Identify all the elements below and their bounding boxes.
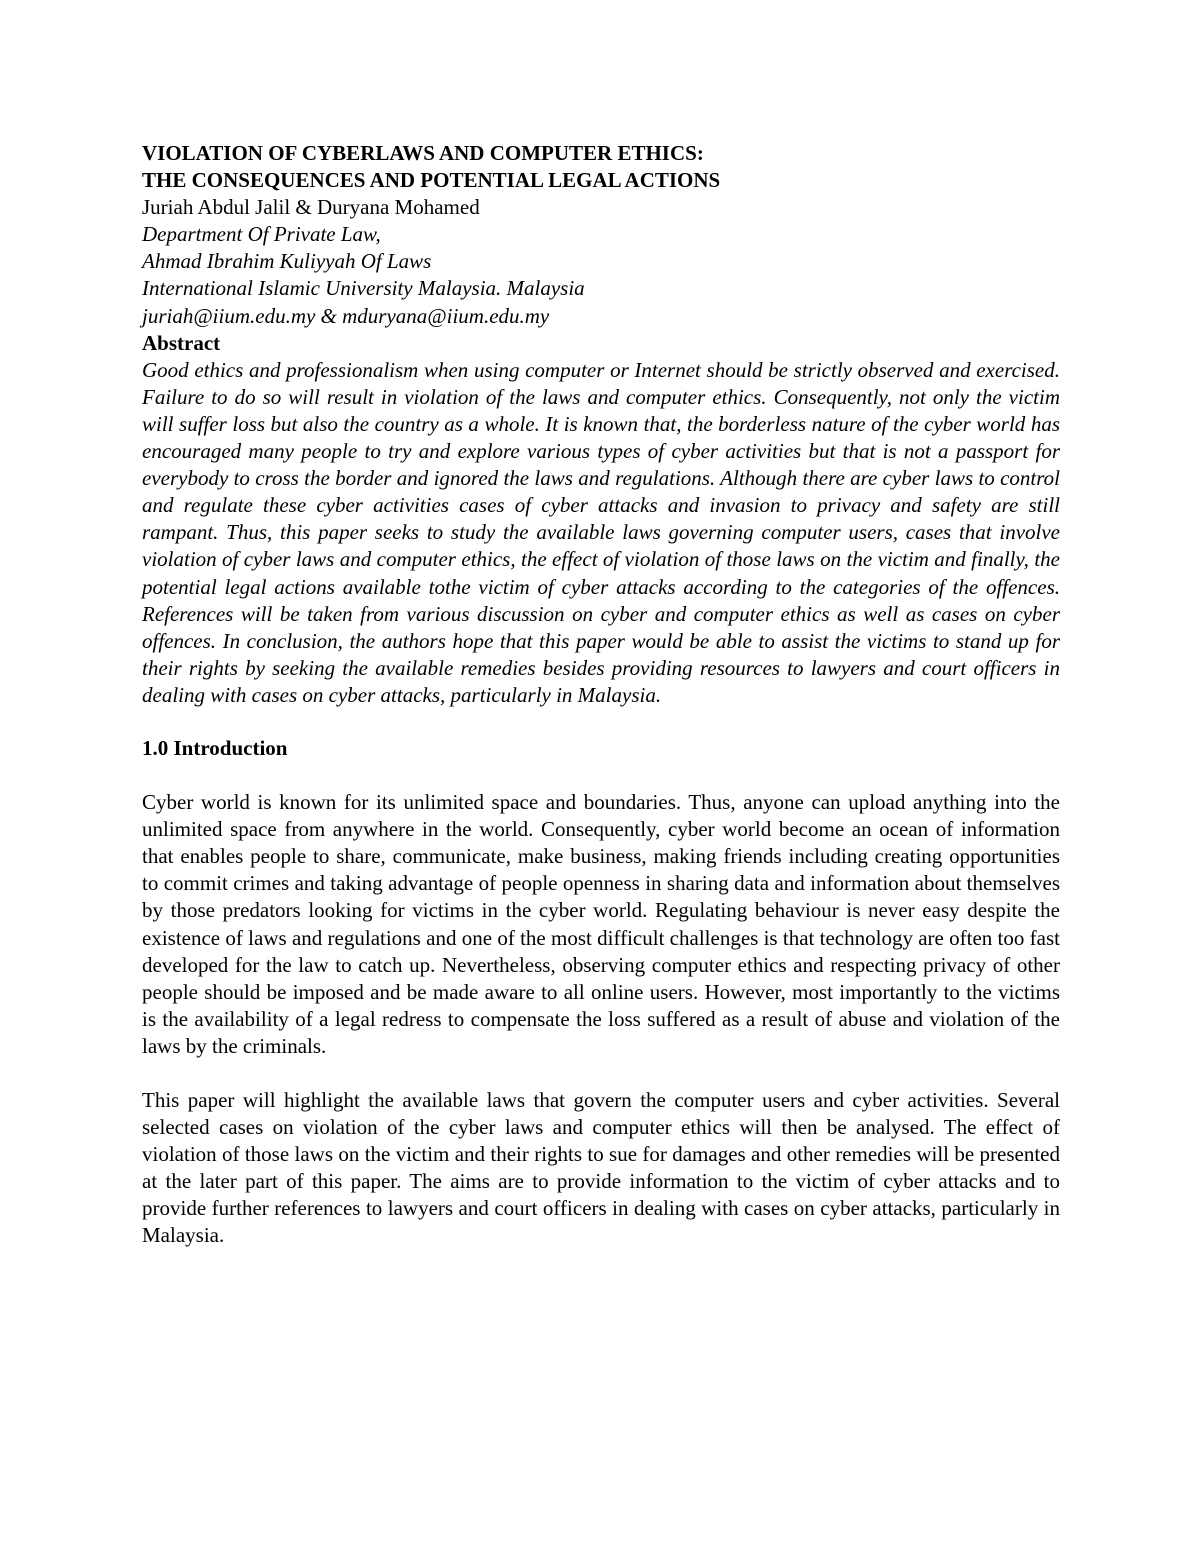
paper-page — [142, 140, 1060, 1250]
introduction-heading: 1.0 Introduction — [142, 735, 288, 760]
introduction-paragraph-2: This paper will highlight the available laws that govern the computer users and cyber activities. Several selected cases on violation of the cyber laws and computer ethics will then be analysed. The effect of violation of those laws on the victim and their rights to sue for damages and other remedies will be presented at the later part of this paper. The aims are to provide information to the victim of cyber attacks and to provide further references to lawyers and court officers in dealing with cases on cyber attacks, particularly in Malaysia. — [142, 1088, 1060, 1248]
authors: Juriah Abdul Jalil & Duryana Mohamed — [142, 195, 480, 220]
author-emails: juriah@iium.edu.my & mduryana@iium.edu.my — [142, 303, 550, 328]
affiliation-university: International Islamic University Malaysia. Malaysia — [142, 276, 585, 301]
abstract-text: Good ethics and professionalism when using computer or Internet should be strictly observed and exercised. Failure to do so will result in violation of the laws and computer ethics. Consequently, not only the victim will suffer loss but also the country as a whole. It is known that, the borderless nature of the cyber world has encouraged many people to try and explore various types of cyber activities but that is not a passport for everybody to cross the border and ignored the laws and regulations. Although there are cyber laws to control and regulate these cyber activities cases of cyber attacks and invasion to privacy and safety are still rampant. Thus, this paper seeks to study the available laws governing computer users, cases that involve violation of cyber laws and computer ethics, the effect of violation of those laws on the victim and finally, the potential legal actions available tothe victim of cyber attacks according to the categories of the offences. References will be taken from various discussion on cyber and computer ethics as well as cases on cyber offences. In conclusion, the authors hope that this paper would be able to assist the victims to stand up for their rights by seeking the available remedies besides providing resources to lawyers and court officers in dealing with cases on cyber attacks, particularly in Malaysia. — [142, 357, 1060, 707]
paper-title-line-2: THE CONSEQUENCES AND POTENTIAL LEGAL ACTIONS — [142, 168, 721, 193]
introduction-paragraph-1: Cyber world is known for its unlimited space and boundaries. Thus, anyone can upload anything into the unlimited space from anywhere in the world. Consequently, cyber world become an ocean of information that enables people to share, communicate, make business, making friends including creating opportunities to commit crimes and taking advantage of people openness in sharing data and information about themselves by those predators looking for victims in the cyber world. Regulating behaviour is never easy despite the existence of laws and regulations and one of the most difficult challenges is that technology are often too fast developed for the law to catch up. Nevertheless, observing computer ethics and respecting privacy of other people should be imposed and be made aware to all online users. However, most importantly to the victims is the availability of a legal redress to compensate the loss suffered as a result of abuse and violation of the laws by the criminals. — [142, 790, 1060, 1058]
abstract-heading: Abstract — [142, 330, 221, 355]
paper-title-line-1: VIOLATION OF CYBERLAWS AND COMPUTER ETHICS: — [142, 141, 704, 165]
affiliation-department: Department Of Private Law, — [142, 222, 381, 247]
affiliation-faculty: Ahmad Ibrahim Kuliyyah Of Laws — [142, 249, 432, 274]
